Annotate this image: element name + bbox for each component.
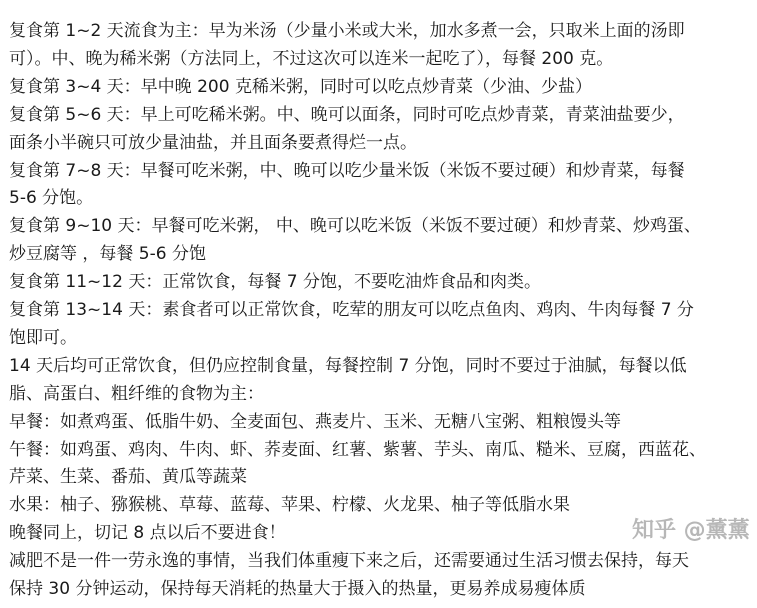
text-line: 水果：柚子、猕猴桃、草莓、蓝莓、苹果、柠檬、火龙果、柚子等低脂水果: [9, 495, 570, 516]
text-line: 午餐：如鸡蛋、鸡肉、牛肉、虾、荞麦面、红薯、紫薯、芋头、南瓜、糙米、豆腐，西蓝花、: [9, 439, 706, 460]
text-line: 早餐：如煮鸡蛋、低脂牛奶、全麦面包、燕麦片、玉米、无糖八宝粥、粗粮馒头等: [9, 411, 621, 432]
text-line: 复食第 5~6 天：早上可吃稀米粥。中、晚可以面条，同时可吃点炒青菜，青菜油盐要少，: [9, 104, 685, 125]
text-line: 减肥不是一件一劳永逸的事情，当我们体重瘦下来之后，还需要通过生活习惯去保持，每天: [9, 551, 689, 572]
text-line: 芹菜、生菜、番茄、黄瓜等蔬菜: [9, 467, 247, 488]
text-line: 保持 30 分钟运动，保持每天消耗的热量大于摄入的热量，更易养成易瘦体质: [9, 579, 586, 599]
text-line: 饱即可。: [9, 327, 77, 348]
text-line: 复食第 9~10 天：早餐可吃米粥， 中、晚可以吃米饭（米饭不要过硬）和炒青菜、炒鸡蛋、: [9, 216, 701, 237]
text-line: 复食第 7~8 天：早餐可吃米粥，中、晚可以吃少量米饭（米饭不要过硬）和炒青菜，每餐: [9, 160, 685, 181]
text-line: 脂、高蛋白、粗纤维的食物为主：: [9, 383, 264, 404]
text-line: 14 天后均可正常饮食，但仍应控制食量，每餐控制 7 分饱，同时不要过于油腻，每餐以低: [9, 355, 687, 376]
watermark: 知乎 @薰薰: [632, 518, 750, 543]
text-line: 5-6 分饱。: [9, 188, 94, 209]
text-line: 复食第 13~14 天：素食者可以正常饮食，吃荤的朋友可以吃点鱼肉、鸡肉、牛肉每餐 7 分: [9, 300, 694, 320]
text-line: 面条小半碗只可放少量油盐，并且面条要煮得烂一点。: [9, 132, 417, 153]
text-line: 可）。中、晚为稀米粥（方法同上，不过这次可以连米一起吃了），每餐 200 克。: [9, 48, 614, 69]
text-line: 复食第 3~4 天：早中晚 200 克稀米粥，同时可以吃点炒青菜（少油、少盐）: [9, 76, 592, 97]
text-line: 复食第 11~12 天：正常饮食，每餐 7 分饱，不要吃油炸食品和肉类。: [9, 272, 541, 293]
text-line: 复食第 1~2 天流食为主：早为米汤（少量小米或大米，加水多煮一会，只取米上面的汤即: [9, 21, 685, 41]
text-line: 晚餐同上，切记 8 点以后不要进食！: [9, 523, 286, 544]
text-line: 炒豆腐等 ，每餐 5-6 分饱: [9, 244, 206, 265]
